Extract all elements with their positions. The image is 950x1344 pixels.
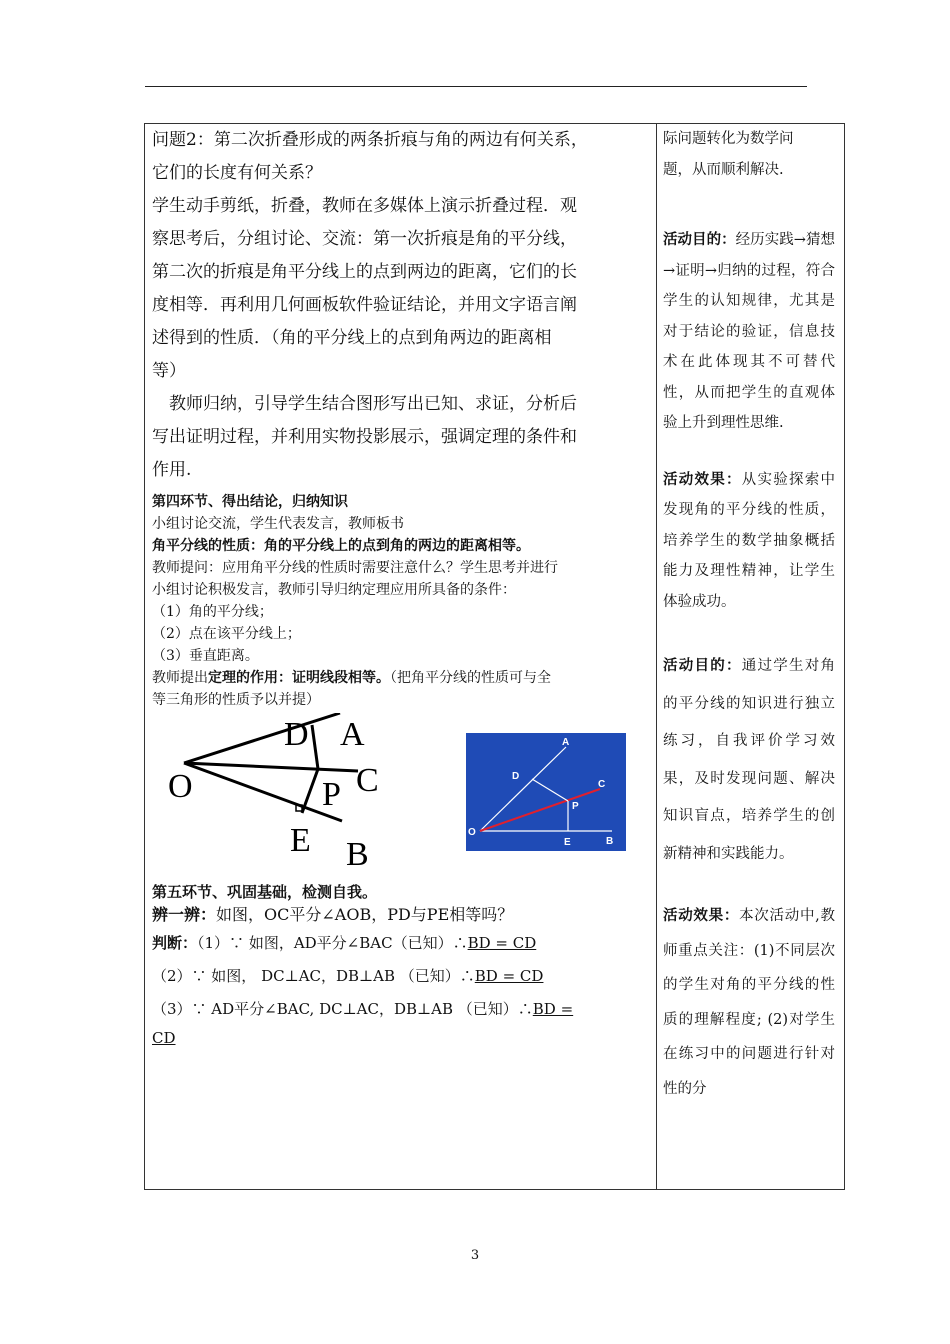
label-p: P — [572, 801, 579, 812]
ray-oa — [480, 747, 566, 831]
purpose-text: 经历实践→猜想→证明→归纳的过程，符合学生的认知规律，尤其是对于结论的验证，信息技术在此体现其不可替代性，从而把学生的直观体验上升到理性思维. — [663, 232, 835, 431]
section4 — [152, 491, 648, 711]
judge-q3-answer: BD = — [532, 1000, 574, 1018]
intro-line: 度相等．再利用几何画板软件验证结论，并用文字语言阐 — [152, 295, 577, 315]
label-e: E — [290, 822, 311, 859]
column-divider — [656, 124, 657, 1189]
intro-line: 教师归纳，引导学生结合图形写出已知、求证，分析后 — [169, 394, 577, 414]
intro-line: 述得到的性质．（角的平分线上的点到角两边的距离相 — [152, 328, 552, 348]
section5-heading: 第五环节、巩固基础，检测自我。 — [152, 883, 378, 901]
left-column — [152, 124, 648, 1050]
segment-pe — [302, 769, 318, 813]
label-d: D — [284, 716, 309, 753]
teacher-question: 教师提问：应用角平分线的性质时需要注意什么？学生思考并进行 — [152, 560, 558, 576]
intro-block — [152, 124, 648, 487]
label-e: E — [564, 837, 571, 848]
judge-q3 — [152, 993, 648, 1026]
geometry-software-figure — [466, 733, 626, 851]
right-top-line: 题，从而顺利解决. — [663, 161, 784, 178]
property-statement: 角平分线的性质：角的平分线上的点到角的两边的距离相等。 — [152, 538, 530, 554]
judge-q1 — [152, 927, 648, 960]
label-b: B — [346, 836, 369, 873]
ray-oc — [480, 789, 600, 831]
lesson-table — [144, 123, 845, 1190]
label-o: O — [168, 768, 193, 805]
intro-line: 作用. — [152, 460, 192, 480]
section4-line: 小组讨论交流，学生代表发言，教师板书 — [152, 516, 404, 532]
identify-text: 如图，OC平分∠AOB，PD与PE相等吗？ — [216, 905, 514, 924]
intro-line: 学生动手剪纸，折叠，教师在多媒体上演示折叠过程．观 — [152, 196, 577, 216]
effect-text: 从实验探索中发现角的平分线的性质，培养学生的数学抽象概括能力及理性精神，让学生体验成功。 — [663, 471, 835, 610]
identify-label: 辨一辨： — [152, 905, 217, 924]
condition-item: （2）点在该平分线上； — [152, 626, 301, 642]
identify-question — [152, 903, 648, 927]
purpose-label: 活动目的： — [663, 231, 736, 248]
effect-text: 本次活动中,教师重点关注：(1)不同层次的学生对角的平分线的性质的理解程度; (2)对学生在练习中的问题进行针对性的分 — [663, 908, 836, 1097]
header-rule — [145, 86, 807, 87]
condition-item: （3）垂直距离。 — [152, 648, 259, 664]
label-d: D — [512, 771, 520, 782]
right-top-line: 际问题转化为数学问 — [663, 131, 794, 147]
theorem-role-bold: 定理的作用：证明线段相等。 — [208, 670, 390, 686]
purpose-text: 通过学生对角的平分线的知识进行独立练习，自我评价学习效果，及时发现问题、解决知识盲点，培养学生的创新精神和实践能力。 — [663, 658, 835, 862]
intro-line: 它们的长度有何关系？ — [152, 163, 322, 183]
purpose-label: 活动目的： — [663, 657, 742, 674]
figure-row — [152, 711, 648, 881]
judge-q2-text: （2）∵ 如图， DC⊥AC，DB⊥AB （已知）∴ — [152, 967, 475, 985]
judge-q3-text: （3）∵ AD平分∠BAC, DC⊥AC，DB⊥AB （已知）∴ — [152, 1000, 533, 1018]
teacher-question: 小组讨论积极发言，教师引导归纳定理应用所具备的条件： — [152, 582, 516, 598]
activity-effect-2 — [663, 899, 835, 1106]
right-top — [663, 124, 835, 185]
theorem-role — [152, 667, 648, 689]
intro-line: 写出证明过程，并利用实物投影展示，强调定理的条件和 — [152, 427, 577, 447]
judge-q3-answer-cont: CD — [152, 1029, 176, 1047]
angle-bisector-figure — [162, 713, 392, 873]
theorem-role-suffix: （把角平分线的性质可与全 — [390, 670, 551, 686]
page-number: 3 — [470, 1248, 480, 1263]
label-a: A — [562, 737, 570, 748]
intro-line: 问题2：第二次折叠形成的两条折痕与角的两边有何关系， — [152, 130, 588, 150]
judge-q2-answer: BD = CD — [474, 967, 544, 985]
label-a: A — [340, 716, 365, 753]
intro-line: 察思考后，分组讨论、交流：第一次折痕是角的平分线， — [152, 229, 577, 249]
activity-effect-1 — [663, 465, 835, 618]
segment-pd — [532, 779, 568, 801]
label-o: O — [468, 827, 476, 838]
intro-line: 第二次的折痕是角平分线上的点到两边的距离，它们的长 — [152, 262, 577, 282]
judge-q1-answer: BD = CD — [467, 934, 537, 952]
effect-label: 活动效果： — [663, 907, 740, 924]
theorem-role-prefix: 教师提出 — [152, 670, 208, 686]
intro-line: 等） — [152, 361, 186, 381]
theorem-role-line2: 等三角形的性质予以并提） — [152, 692, 320, 708]
judge-label: 判断： — [152, 934, 198, 952]
segment-pd — [312, 725, 318, 769]
section4-heading: 第四环节、得出结论，归纳知识 — [152, 494, 348, 510]
geometry-software-svg — [466, 733, 626, 851]
ray-oc — [184, 763, 358, 771]
condition-item: （1）角的平分线； — [152, 604, 273, 620]
activity-purpose-1 — [663, 225, 835, 439]
section5 — [152, 881, 648, 1050]
label-c: C — [356, 762, 379, 799]
label-p: P — [322, 776, 341, 813]
activity-purpose-2 — [663, 647, 835, 873]
judge-q2 — [152, 960, 648, 993]
label-b: B — [606, 836, 614, 847]
right-column — [663, 124, 835, 1106]
label-c: C — [598, 779, 606, 790]
judge-q1-text: （1）∵ 如图，AD平分∠BAC（已知）∴ — [197, 934, 468, 952]
effect-label: 活动效果： — [663, 470, 742, 488]
